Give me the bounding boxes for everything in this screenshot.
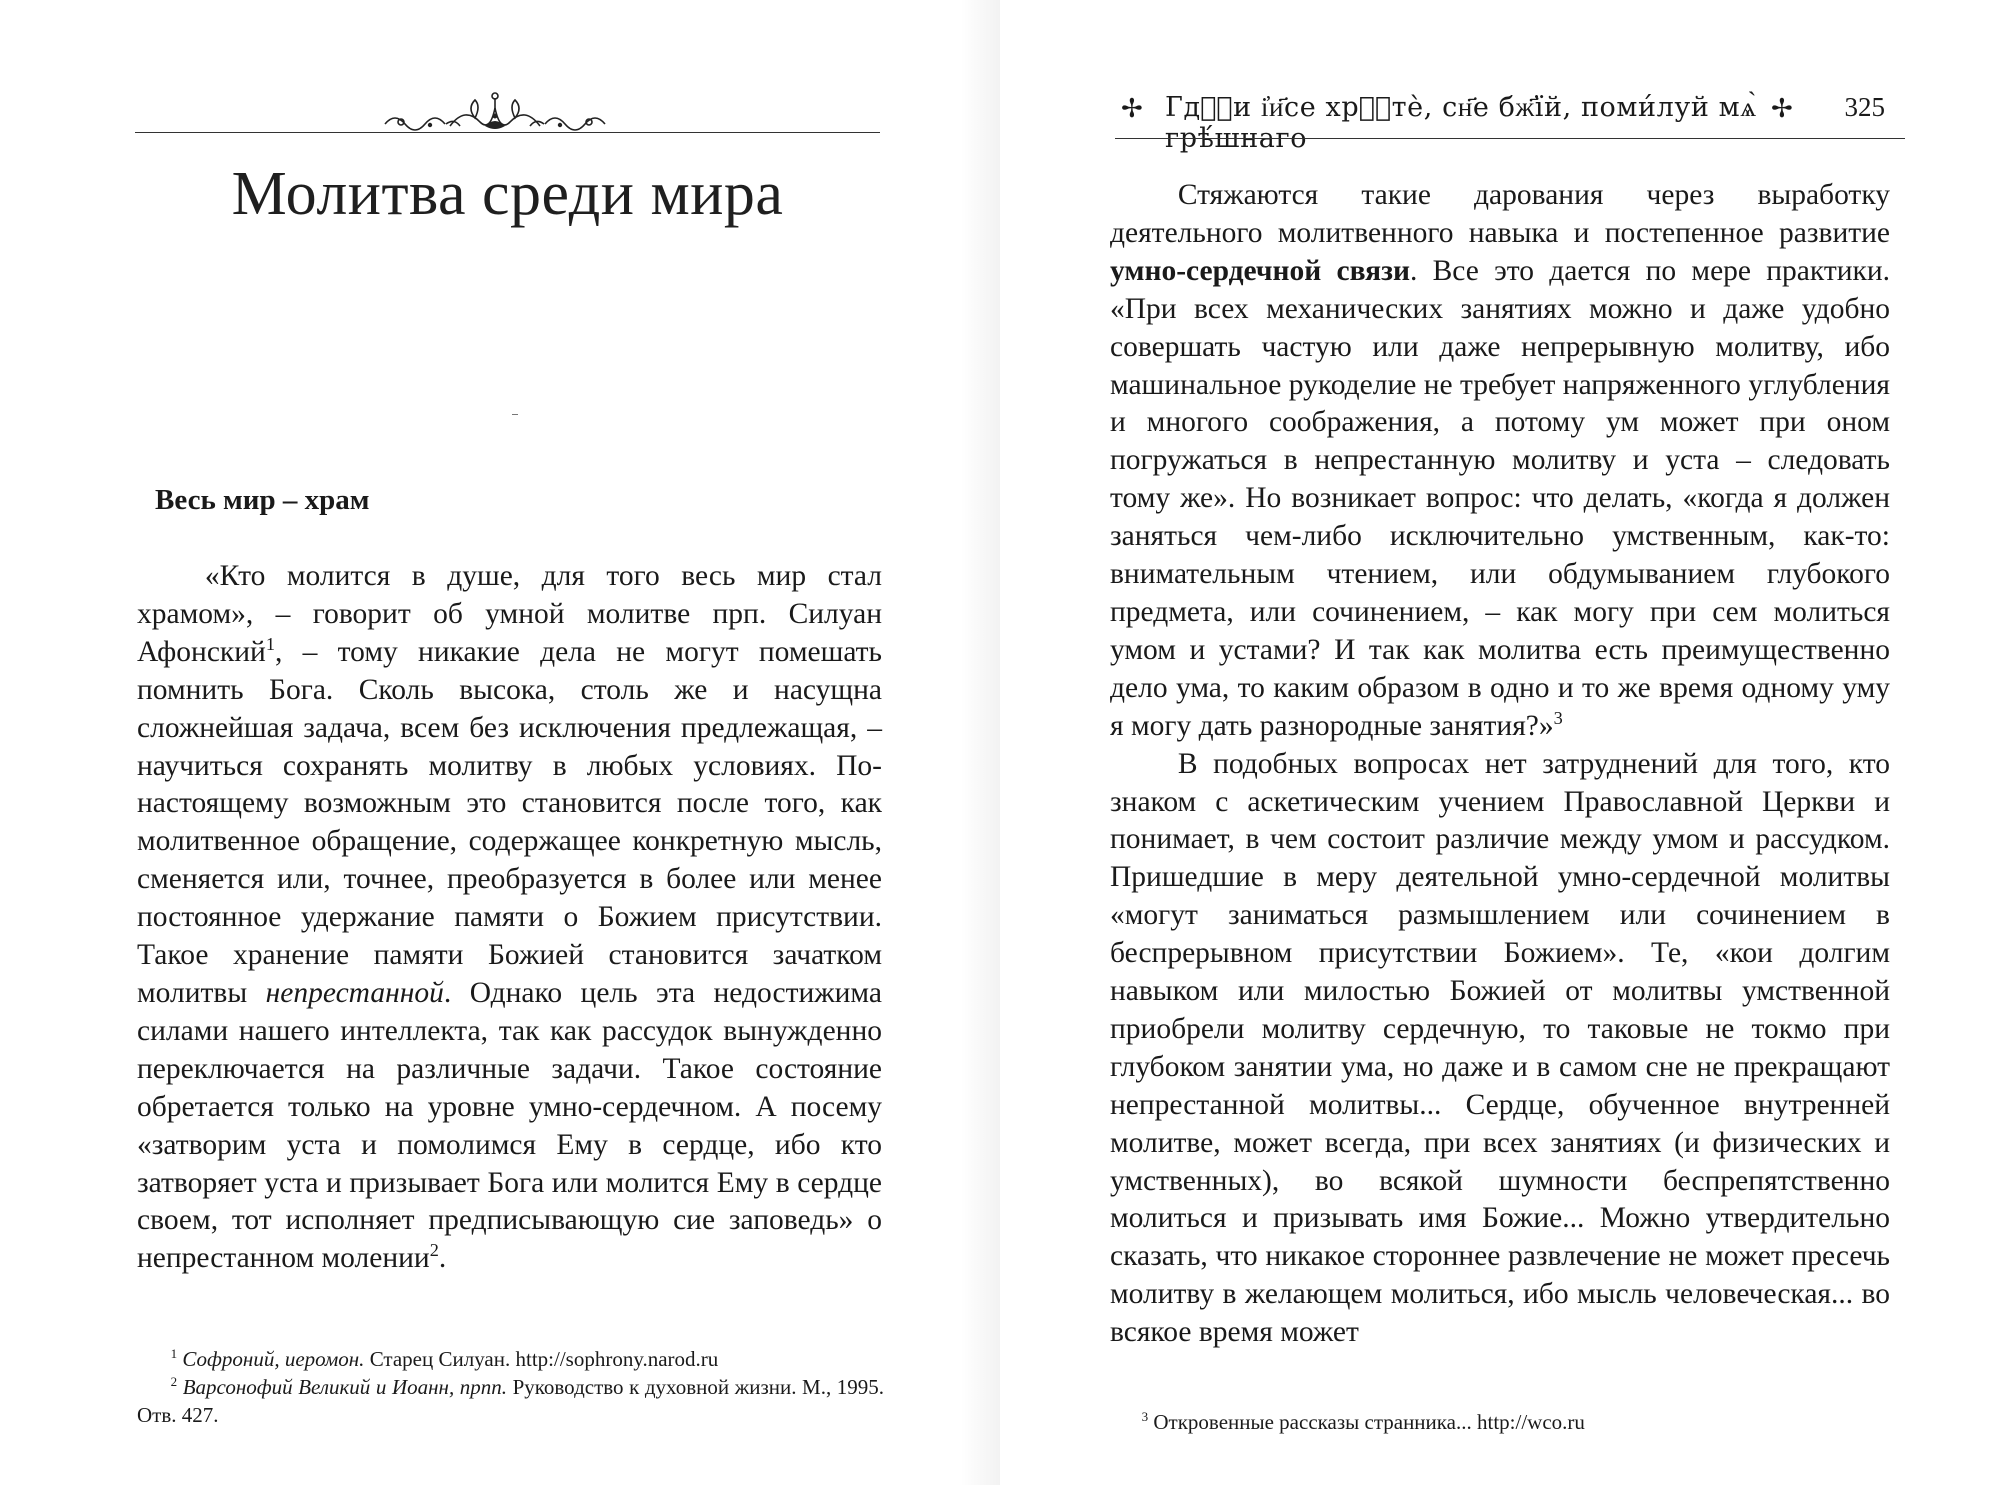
gutter-shadow-left	[960, 0, 1000, 1485]
footnote-author: Варсонофий Великий и Иоанн, прпп.	[182, 1375, 508, 1399]
footnote-1	[137, 1345, 884, 1373]
body-paragraph	[1110, 177, 1890, 746]
section-title: Весь мир – храм	[155, 484, 370, 516]
footnote-ref-3[interactable]: 3	[1553, 707, 1563, 728]
paragraph-text: , – тому никакие дела не могут помешать помнить Бога. Сколь высока, столь же и насущна сложнейшая задача, всем без исключения предлежащая, – научиться сохранять молитву в любых условиях. По-настоящему возможным это становится после того, как молитвенное обращение, содержащее конкретную мысль, сменяется или, точнее, преобразуется в более или менее постоянное удержание памяти о Божием присутствии. Такое хранение памяти Божией становится зачатком молитвы	[137, 635, 882, 1009]
emphasis-text: непрестанной	[265, 976, 444, 1009]
header-rule	[1115, 138, 1905, 139]
paragraph-text: .	[438, 1242, 447, 1275]
body-paragraph: В подобных вопросах нет затруднений для того, кто знаком с аскетическим учением Православной Церкви и понимает, в чем состоит различие между умом и рассудком. Пришедшие в меру деятельной умно-сердечной молитвы «могут заниматься размышлением или сочинением в беспрерывном присутствии Божием». Те, «кои долгим навыком или милостью Божией от молитвы умственной приобрели молитву сердечную, то таковые не токмо при глубоком занятии ума, но даже и в самом сне не прекращают непрестанной молитвы... Сердце, обученное внутренней молитве, может всегда, при всех занятиях (и физических и умственных), во всякой шумности беспрепятственно молиться и призывать имя Божие... Можно утвердительно сказать, что никакое стороннее развлечение не может пресечь молитву в желающем молиться, ибо мысль человеческая... во всякое время может	[1110, 747, 1890, 1349]
bold-term: умно-сердечной связи	[1110, 254, 1410, 287]
floral-ornament-icon	[375, 92, 615, 134]
paragraph-text: . Однако цель эта недостижима силами нашего интеллекта, так как рассудок вынужденно переключается на различные задачи. Такое состояние обретается только на уровне умно-сердечном. А посему «затворим уста и помолимся Ему в сердце, ибо кто затворяет уста и призывает Бога или молится Ему в сердце своем, тот исполняет предписывающую сие заповедь» о непрестанном молении	[137, 976, 882, 1275]
running-header	[1115, 88, 1905, 154]
right-footnotes	[1108, 1408, 1868, 1436]
paragraph-text: Стяжаются такие дарования через выработку деятельного молитвенного навыка и постепенное развитие	[1110, 179, 1890, 249]
footnote-text: Руководство к духовной жизни. М., 1995. Отв. 427.	[137, 1375, 885, 1427]
cross-icon: ✢	[1771, 94, 1793, 124]
footnote-ref-1[interactable]: 1	[265, 633, 275, 654]
body-paragraph	[137, 558, 882, 1278]
running-header-prayer: Гдⷭ҇и і҆и҃се хрⷭ҇тѐ, сн҃е бж҃їй, поми́луй мѧ̀ грѣ́шнаго	[1165, 92, 1757, 154]
footnote-text: Откровенные рассказы странника... http://wco.ru	[1148, 1410, 1585, 1434]
footnote-author: Софроний, иеромон.	[182, 1347, 365, 1371]
paragraph-text: «Кто молится в душе, для того весь мир стал храмом», – говорит об умной молитве прп. Силуан Афонский	[137, 560, 882, 668]
print-speck	[512, 414, 518, 415]
cross-icon: ✢	[1121, 94, 1143, 124]
right-body-text	[1110, 177, 1890, 1352]
left-footnotes	[137, 1345, 884, 1429]
footnote-number: 1	[170, 1346, 178, 1361]
footnote-number: 2	[170, 1374, 178, 1389]
footnote-number: 3	[1141, 1409, 1149, 1424]
footnote-3	[1108, 1408, 1868, 1436]
footnote-text: Старец Силуан. http://sophrony.narod.ru	[364, 1347, 719, 1371]
left-body-text	[137, 558, 882, 1278]
chapter-title: Молитва среди мира	[231, 160, 784, 228]
paragraph-text: . Все это дается по мере практики. «При всех механических занятиях можно и даже удобно совершать частую или даже непрерывную молитву, ибо машинальное рукоделие не требует напряженного углубления и многого соображения, а потому ум может при оном погружаться в непрестанную молитву и уста – следовать тому же». Но возникает вопрос: что делать, «когда я должен заняться чем-либо исключительно умственным, как-то: внимательным чтением, или обдумыванием глубокого предмета, или сочинением, – как могу при сем молиться умом и устами? И так как молитва есть преимущественно дело ума, то каким образом в одно и то же время одному уму я могу дать разнородные занятия?»	[1110, 254, 1891, 742]
footnote-2	[137, 1373, 884, 1429]
page-number: 325	[1844, 92, 1885, 122]
chapter-ornament	[135, 92, 880, 138]
footnote-ref-2[interactable]: 2	[429, 1240, 439, 1261]
